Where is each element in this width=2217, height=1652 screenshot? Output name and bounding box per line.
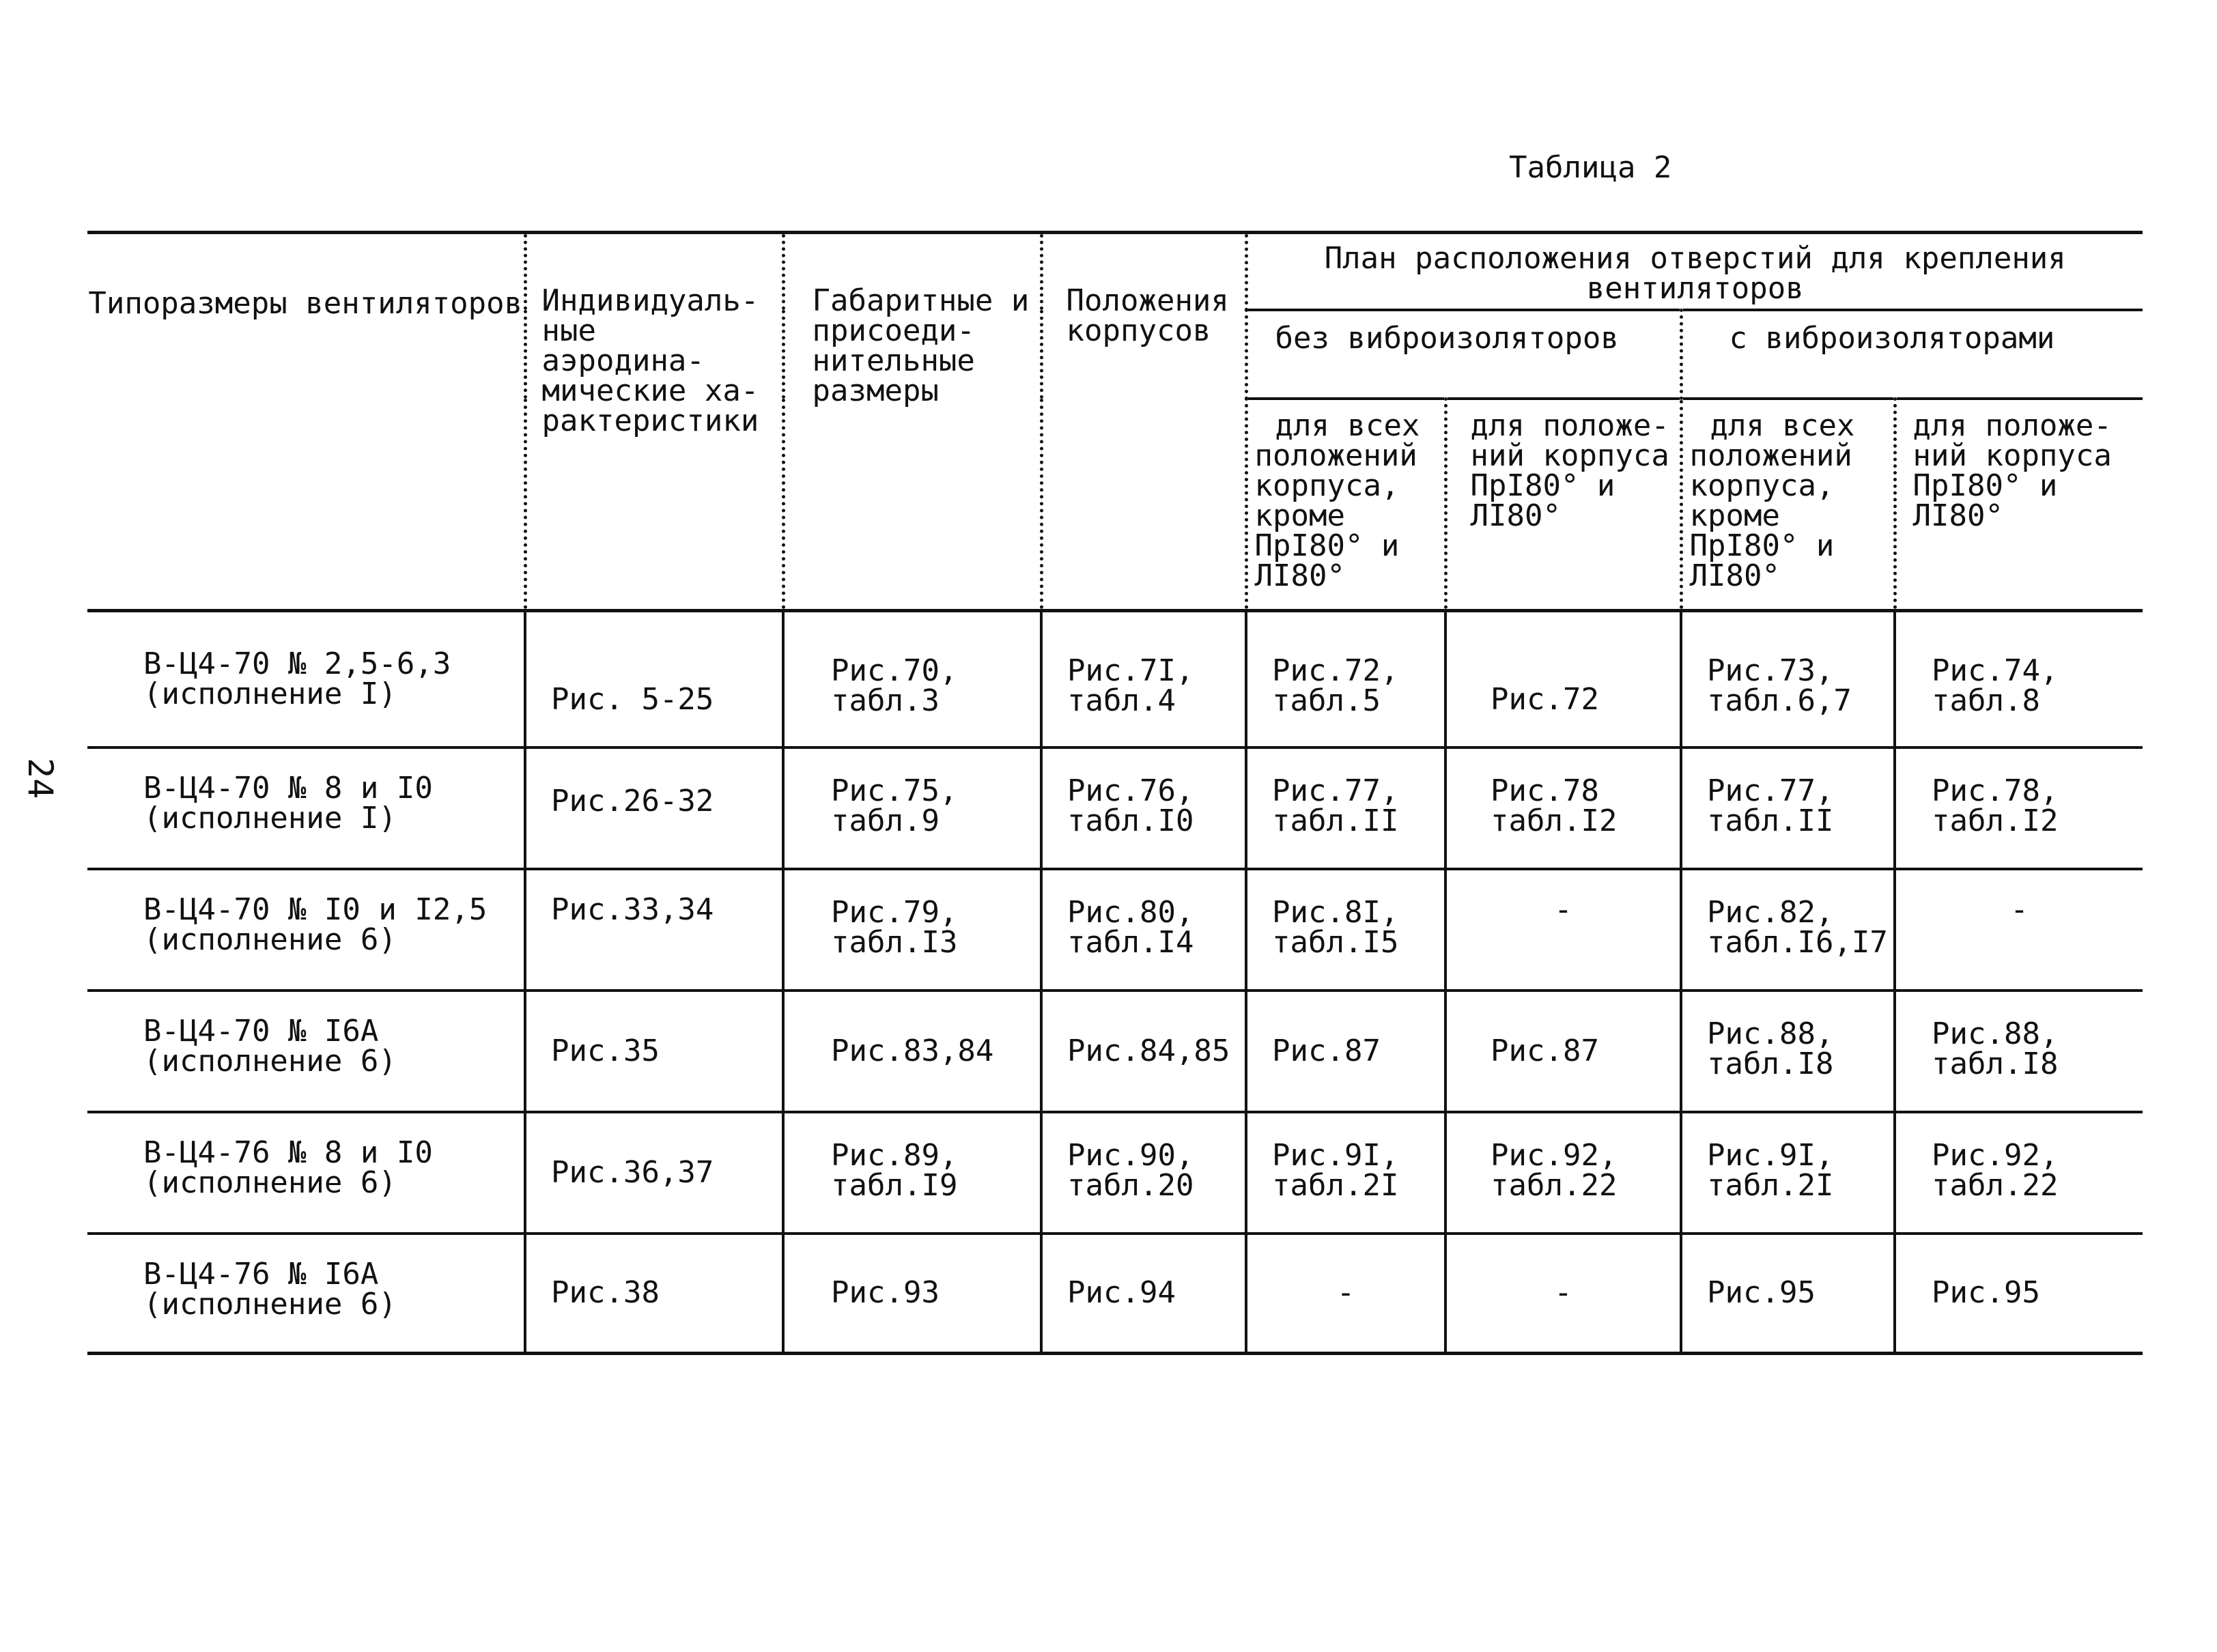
header-all-positions-iso: для всех положений корпуса, кроме ПрI80° и ЛI80° [1681,399,1895,611]
dims-cell: Рис.79, табл.I3 [783,869,1041,991]
dims-cell: Рис.83,84 [783,991,1041,1112]
table-row [87,1234,2143,1354]
table-row [87,611,2143,747]
plan-pos-cell: - [1445,1234,1681,1354]
header-all-positions: для всех положений корпуса, кроме ПрI80° и ЛI80° [1246,399,1445,611]
aero-cell: Рис. 5-25 [525,611,783,747]
header-type-sizes: Типоразмеры вентиляторов [87,233,525,611]
fan-mounting-table [87,231,2143,1355]
plan-pos-cell: Рис.72 [1445,611,1681,747]
aero-cell: Рис.36,37 [525,1112,783,1234]
positions-cell: Рис.84,85 [1041,991,1246,1112]
header-without-isolators: без виброизоляторов [1246,310,1681,399]
table-row [87,991,2143,1112]
aero-cell: Рис.35 [525,991,783,1112]
header-hole-plan: План расположения отверстий для крепления вентиляторов [1246,233,2143,311]
fan-type-cell: В-Ц4-76 № 8 и I0 (исполнение 6) [87,1112,525,1234]
iso-all-cell: Рис.88, табл.I8 [1681,991,1895,1112]
aero-cell: Рис.38 [525,1234,783,1354]
header-dimensions: Габаритные и присоеди- нительные размеры [783,233,1041,611]
iso-pos-cell: Рис.88, табл.I8 [1895,991,2143,1112]
header-for-positions-iso: для положе- ний корпуса ПрI80° и ЛI80° [1895,399,2143,611]
header-with-isolators: с виброизоляторами [1681,310,2143,399]
fan-type-cell: В-Ц4-70 № 8 и I0 (исполнение I) [87,747,525,869]
plan-all-cell: Рис.77, табл.II [1246,747,1445,869]
table-row [87,1112,2143,1234]
fan-type-cell: В-Ц4-70 № I0 и I2,5 (исполнение 6) [87,869,525,991]
plan-pos-cell: - [1445,869,1681,991]
aero-cell: Рис.26-32 [525,747,783,869]
positions-cell: Рис.7I, табл.4 [1041,611,1246,747]
iso-pos-cell: Рис.95 [1895,1234,2143,1354]
table-row [87,869,2143,991]
plan-pos-cell: Рис.92, табл.22 [1445,1112,1681,1234]
iso-pos-cell: Рис.92, табл.22 [1895,1112,2143,1234]
plan-pos-cell: Рис.78 табл.I2 [1445,747,1681,869]
plan-all-cell: - [1246,1234,1445,1354]
dims-cell: Рис.70, табл.3 [783,611,1041,747]
iso-all-cell: Рис.77, табл.II [1681,747,1895,869]
iso-all-cell: Рис.95 [1681,1234,1895,1354]
iso-pos-cell: Рис.78, табл.I2 [1895,747,2143,869]
plan-pos-cell: Рис.87 [1445,991,1681,1112]
iso-pos-cell: Рис.74, табл.8 [1895,611,2143,747]
aero-cell: Рис.33,34 [525,869,783,991]
header-for-positions: для положе- ний корпуса ПрI80° и ЛI80° [1445,399,1681,611]
dims-cell: Рис.93 [783,1234,1041,1354]
header-housing-positions: Положения корпусов [1041,233,1246,611]
positions-cell: Рис.90, табл.20 [1041,1112,1246,1234]
iso-all-cell: Рис.9I, табл.2I [1681,1112,1895,1234]
dims-cell: Рис.75, табл.9 [783,747,1041,869]
plan-all-cell: Рис.9I, табл.2I [1246,1112,1445,1234]
plan-all-cell: Рис.87 [1246,991,1445,1112]
fan-type-cell: В-Ц4-76 № I6А (исполнение 6) [87,1234,525,1354]
header-aero-characteristics: Индивидуаль- ные аэродина- мические ха- рактеристики [525,233,783,611]
plan-all-cell: Рис.8I, табл.I5 [1246,869,1445,991]
iso-pos-cell: - [1895,869,2143,991]
iso-all-cell: Рис.73, табл.6,7 [1681,611,1895,747]
iso-all-cell: Рис.82, табл.I6,I7 [1681,869,1895,991]
plan-all-cell: Рис.72, табл.5 [1246,611,1445,747]
page-number: 24 [20,758,60,799]
table-row [87,747,2143,869]
dims-cell: Рис.89, табл.I9 [783,1112,1041,1234]
positions-cell: Рис.80, табл.I4 [1041,869,1246,991]
positions-cell: Рис.94 [1041,1234,1246,1354]
table-caption: Таблица 2 [1509,150,1672,185]
positions-cell: Рис.76, табл.I0 [1041,747,1246,869]
fan-type-cell: В-Ц4-70 № 2,5-6,3 (исполнение I) [87,611,525,747]
fan-type-cell: В-Ц4-70 № I6А (исполнение 6) [87,991,525,1112]
